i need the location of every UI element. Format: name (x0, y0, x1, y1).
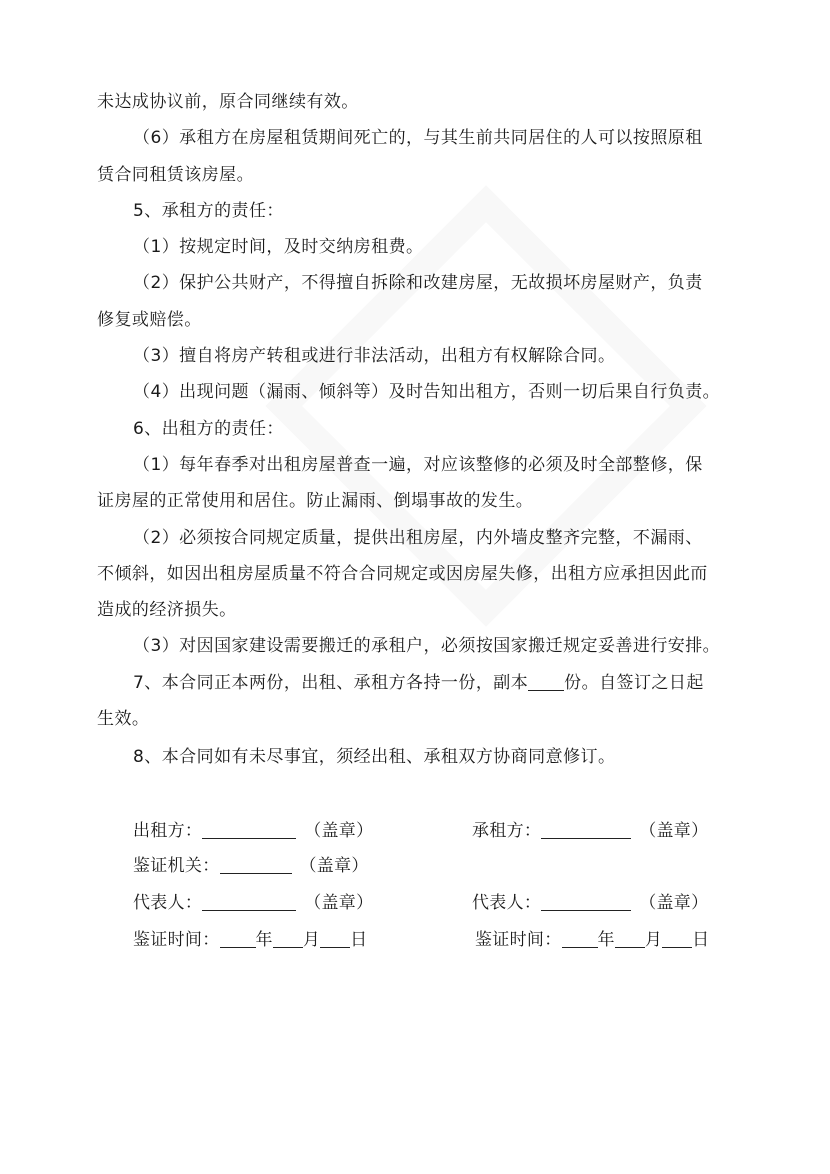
rep-left-signature-row (133, 888, 373, 913)
clause-8-line: 8、本合同如有未尽事宜，须经出租、承租双方协商同意修订。 (133, 747, 616, 768)
rep-right-signature-row (472, 888, 708, 913)
year-label: 年 (597, 930, 615, 950)
year-label: 年 (255, 930, 273, 950)
day-label: 日 (350, 930, 368, 950)
date-label: 鉴证时间： (133, 930, 220, 950)
seal-label: （盖章） (304, 821, 374, 841)
seal-label: （盖章） (639, 893, 709, 913)
paragraph-line: 5、承租方的责任： (133, 200, 284, 221)
paragraph-line: 证房屋的正常使用和居住。防止漏雨、倒塌事故的发生。 (97, 491, 534, 512)
clause-7-text: 份。自签订之日起 (564, 672, 704, 693)
paragraph-line: （1）按规定时间，及时交纳房租费。 (133, 237, 424, 258)
seal-label: （盖章） (304, 893, 374, 913)
clause-7-text: 7、本合同正本两份，出租、承租方各持一份，副本 (133, 672, 529, 693)
paragraph-line: （3）擅自将房产转租或进行非法活动，出租方有权解除合同。 (133, 346, 616, 367)
rep-right-blank[interactable] (541, 892, 631, 911)
paragraph-line: 修复或赔偿。 (97, 309, 202, 330)
rep-left-blank[interactable] (202, 892, 296, 911)
paragraph-line: 造成的经济损失。 (97, 600, 237, 621)
lessee-blank[interactable] (541, 820, 631, 839)
lessee-signature-row (472, 816, 708, 841)
paragraph-line: 未达成协议前，原合同继续有效。 (97, 92, 359, 112)
day-blank[interactable] (320, 929, 350, 948)
paragraph-line: （2）保护公共财产，不得擅自拆除和改建房屋，无故损坏房屋财产，负责 (133, 273, 703, 294)
lessor-label: 出租方： (133, 821, 203, 841)
date-label: 鉴证时间： (475, 930, 562, 950)
month-label: 月 (644, 930, 663, 950)
date-left-row (133, 925, 367, 950)
clause-7-line (97, 665, 737, 701)
lessee-label: 承租方： (472, 821, 542, 841)
seal-label: （盖章） (299, 856, 369, 876)
date-right-row (475, 925, 709, 950)
lessor-signature-row (133, 816, 373, 841)
paragraph-line: 赁合同租赁该房屋。 (97, 164, 255, 185)
seal-label: （盖章） (639, 821, 709, 841)
day-blank[interactable] (662, 929, 692, 948)
paragraph-line: （6）承租方在房屋租赁期间死亡的，与其生前共同居住的人可以按照原租 (133, 128, 703, 149)
copies-blank[interactable] (528, 672, 564, 691)
day-label: 日 (692, 930, 710, 950)
authority-blank[interactable] (220, 855, 292, 874)
contract-body (97, 84, 737, 776)
lessor-blank[interactable] (202, 820, 296, 839)
year-blank[interactable] (562, 929, 598, 948)
paragraph-line: （1）每年春季对出租房屋普查一遍，对应该整修的必须及时全部整修，保 (133, 454, 703, 475)
paragraph-line: （4）出现问题（漏雨、倾斜等）及时告知出租方，否则一切后果自行负责。 (133, 382, 721, 403)
clause-7-line: 生效。 (97, 709, 150, 730)
year-blank[interactable] (220, 929, 256, 948)
month-label: 月 (302, 930, 321, 950)
authority-signature-row (133, 851, 369, 876)
paragraph-line: （3）对因国家建设需要搬迁的承租户，必须按国家搬迁规定妥善进行安排。 (133, 636, 721, 657)
rep-left-label: 代表人： (133, 893, 203, 913)
authority-label: 鉴证机关： (133, 856, 220, 876)
paragraph-line: 6、出租方的责任： (133, 418, 284, 439)
paragraph-line: （2）必须按合同规定质量，提供出租房屋，内外墙皮整齐完整，不漏雨、 (133, 527, 703, 548)
rep-right-label: 代表人： (472, 893, 542, 913)
paragraph-line: 不倾斜，如因出租房屋质量不符合合同规定或因房屋失修，出租方应承担因此而 (97, 563, 708, 584)
month-blank[interactable] (273, 929, 303, 948)
month-blank[interactable] (615, 929, 645, 948)
